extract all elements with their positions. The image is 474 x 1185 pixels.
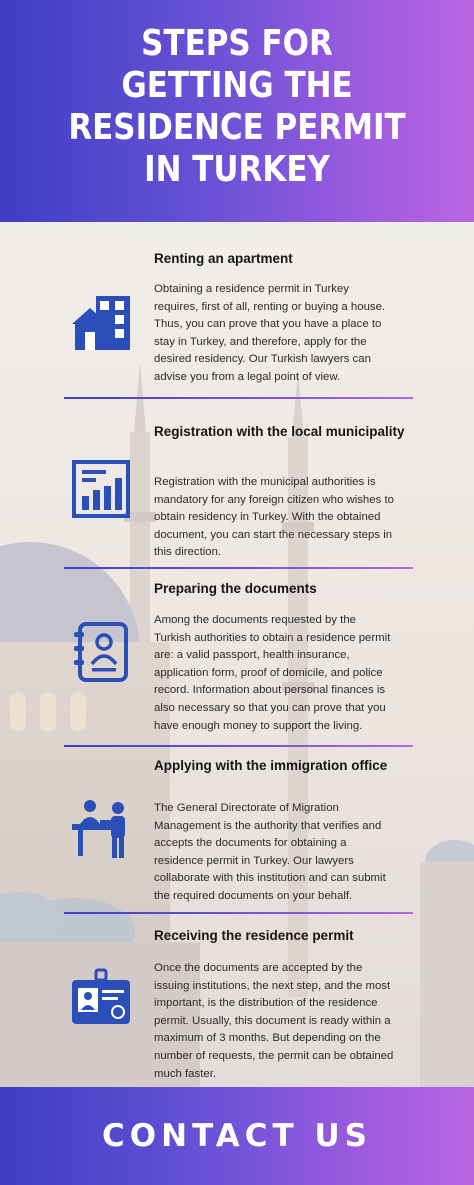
step-divider — [64, 912, 413, 914]
bar-chart-document-icon — [70, 458, 132, 520]
step-text: Obtaining a residence permit in Turkey requires, first of all, renting or buying a house. Thus, you can prove that you have a place to stay in Turkey, and therefore, apply for the desired residency. Our Turkish lawyers can advise you from a legal point of view. — [154, 283, 386, 383]
step-divider — [64, 397, 413, 399]
step-title: Renting an apartment — [154, 251, 293, 266]
page-title: STEPS FOR GETTING THE RESIDENCE PERMIT IN TURKEY — [68, 23, 406, 190]
notebook-id-icon — [70, 620, 132, 682]
step-text: The General Directorate of Migration Management is the authority that verifies and accepts the documents for obtaining a residence permit in Turkey. Our lawyers collaborate with this institution and can submit the required documents on your behalf. — [154, 802, 386, 902]
building-icon — [70, 294, 132, 356]
contact-us-banner[interactable] — [0, 1087, 474, 1185]
step-divider — [64, 745, 413, 747]
content-area — [0, 222, 474, 1087]
step-title: Registration with the local municipality — [154, 424, 405, 439]
id-card-icon — [70, 968, 132, 1030]
step-title: Applying with the immigration office — [154, 758, 388, 773]
step-text: Once the documents are accepted by the issuing institutions, the next step, and the most important, is the distribution of the residence permit. Usually, this document is ready within a maximum of 3 months. But depending on the number of requests, the permit can be obtained much faster. — [154, 962, 394, 1080]
step-text: Registration with the municipal authorities is mandatory for any foreign citizen who wishes to obtain residency in Turkey. With the obtained document, you can start the necessary steps in this direction. — [154, 476, 394, 559]
contact-us-button[interactable]: CONTACT US — [102, 1118, 372, 1154]
step-divider — [64, 567, 413, 569]
step-title: Receiving the residence permit — [154, 928, 354, 943]
office-desk-icon — [70, 798, 132, 860]
step-text: Among the documents requested by the Turkish authorities to obtain a residence permit are: a valid passport, health insurance, application form, proof of domicile, and police record. Information about personal finances is also necessary so that you can prove that you have enough money to support the living. — [154, 614, 391, 732]
header-banner — [0, 0, 474, 222]
step-title: Preparing the documents — [154, 581, 317, 596]
